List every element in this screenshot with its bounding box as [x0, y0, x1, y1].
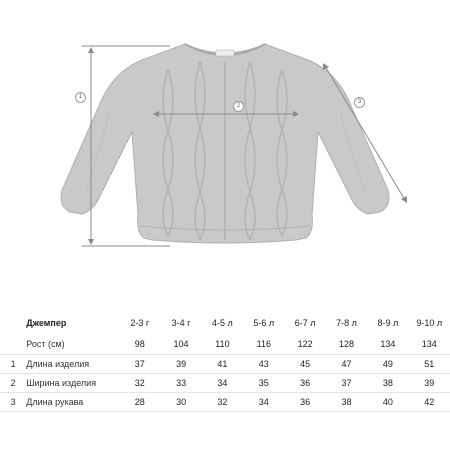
table-cell: 98: [119, 334, 160, 355]
measurement-marker-2: 2: [233, 101, 244, 112]
table-cell: 38: [326, 393, 367, 412]
row-label: Рост (см): [26, 334, 119, 355]
table-cell: 39: [160, 355, 201, 374]
size-header: 9-10 л: [416, 318, 443, 328]
table-row: [0, 393, 450, 412]
size-header: 2-3 г: [130, 318, 150, 328]
size-header: 4-5 л: [212, 318, 233, 328]
table-cell: 38: [367, 374, 408, 393]
table-cell: 49: [367, 355, 408, 374]
table-cell: 35: [243, 374, 284, 393]
size-table: [0, 312, 450, 412]
size-header: 3-4 г: [171, 318, 191, 328]
size-header: 5-6 л: [253, 318, 275, 328]
table-cell: 104: [160, 334, 201, 355]
table-cell: 43: [243, 355, 284, 374]
table-cell: 37: [326, 374, 367, 393]
measurement-marker-3: 3: [354, 97, 365, 108]
table-cell: 34: [243, 393, 284, 412]
table-cell: 41: [202, 355, 243, 374]
table-cell: 128: [326, 334, 367, 355]
table-cell: 30: [160, 393, 201, 412]
size-header: 7-8 л: [336, 318, 357, 328]
table-cell: 45: [284, 355, 325, 374]
row-number: 1: [0, 355, 26, 374]
table-cell: 34: [202, 374, 243, 393]
measurement-marker-1: 1: [75, 92, 86, 103]
table-cell: 40: [367, 393, 408, 412]
table-cell: 122: [284, 334, 325, 355]
table-cell: 32: [119, 374, 160, 393]
table-cell: 28: [119, 393, 160, 412]
table-cell: 39: [409, 374, 450, 393]
table-header-row: [0, 312, 450, 334]
row-label: Длина изделия: [26, 355, 119, 374]
table-cell: 36: [284, 393, 325, 412]
table-row-height: [0, 334, 450, 355]
table-cell: 134: [409, 334, 450, 355]
table-cell: 116: [243, 334, 284, 355]
table-cell: 36: [284, 374, 325, 393]
size-header: 6-7 л: [294, 318, 316, 328]
size-header: 8-9 л: [377, 318, 399, 328]
row-label: Ширина изделия: [26, 374, 119, 393]
table-row: [0, 374, 450, 393]
table-cell: 110: [202, 334, 243, 355]
table-cell: 33: [160, 374, 201, 393]
table-cell: 51: [409, 355, 450, 374]
table-cell: 37: [119, 355, 160, 374]
table-row: [0, 355, 450, 374]
table-cell: 47: [326, 355, 367, 374]
row-label: Длина рукава: [26, 393, 119, 412]
table-cell: 42: [409, 393, 450, 412]
row-number: 3: [0, 393, 26, 412]
row-number: 2: [0, 374, 26, 393]
table-title: Джемпер: [26, 318, 67, 328]
table-cell: 134: [367, 334, 408, 355]
table-cell: 32: [202, 393, 243, 412]
